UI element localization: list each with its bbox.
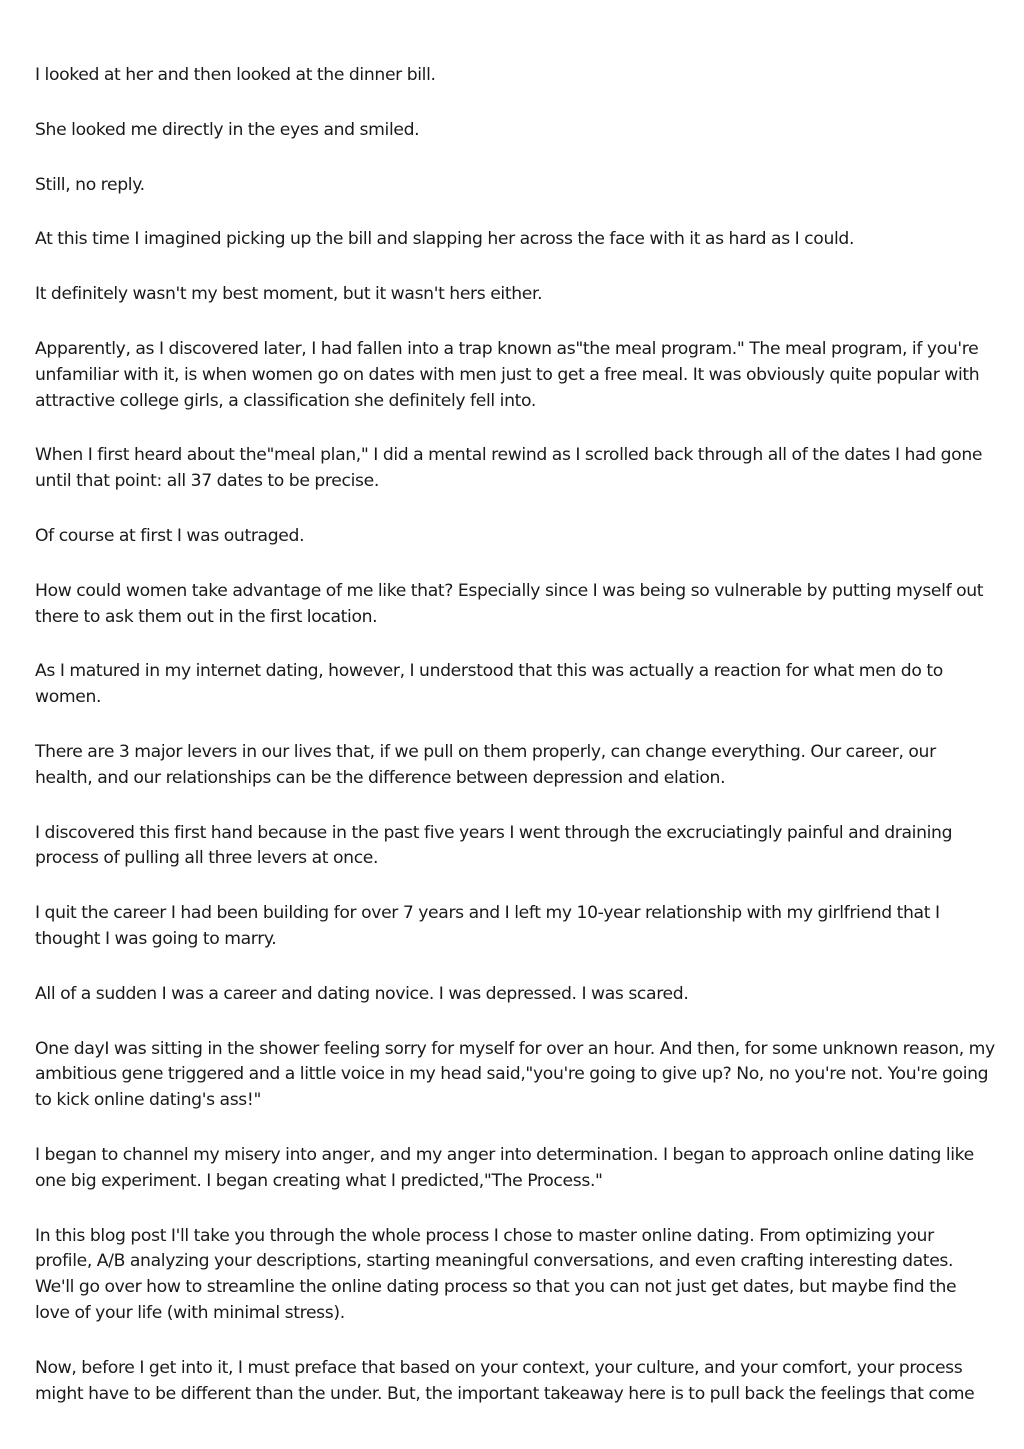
paragraph: Still, no reply.: [35, 174, 145, 195]
paragraph: It definitely wasn't my best moment, but it wasn't hers either.: [35, 284, 543, 305]
paragraph: I looked at her and then looked at the dinner bill.: [35, 65, 436, 85]
paragraph: One dayI was sitting in the shower feeling sorry for myself for over an hour. And then, for some unknown reason, my ambitious gene triggered and a little voice in my head said,"you're going to give up? No, no you're not. You're going to kick online dating's ass!": [35, 1038, 995, 1111]
paragraph: When I first heard about the"meal plan," I did a mental rewind as I scrolled back through all of the dates I had gone until that point: all 37 dates to be precise.: [35, 445, 983, 492]
paragraph: Of course at first I was outraged.: [35, 525, 305, 546]
paragraph: How could women take advantage of me like that? Especially since I was being so vulnerable by putting myself out there to ask them out in the first location.: [35, 580, 984, 627]
paragraph: Apparently, as I discovered later, I had fallen into a trap known as"the meal program." The meal program, if you're unfamiliar with it, is when women go on dates with men just to get a free meal. It was obviously quite popular with attractive college girls, a classification she definitely fell into.: [35, 338, 980, 411]
paragraph: There are 3 major levers in our lives that, if we pull on them properly, can change everything. Our career, our health, and our relationships can be the difference between depression and elation.: [35, 741, 936, 788]
paragraph: Now, before I get into it, I must preface that based on your context, your culture, and your comfort, your process might have to be different than the under. But, the important takeaway here is to pull back the feelings that come: [35, 1357, 975, 1404]
paragraph: I began to channel my misery into anger, and my anger into determination. I began to approach online dating like one big experiment. I began creating what I predicted,"The Process.": [35, 1144, 974, 1191]
paragraph: I quit the career I had been building for over 7 years and I left my 10-year relationship with my girlfriend that I thought I was going to marry.: [35, 903, 940, 949]
paragraph: As I matured in my internet dating, however, I understood that this was actually a reaction for what men do to women.: [35, 661, 943, 708]
paragraph: I discovered this first hand because in the past five years I went through the excruciatingly painful and draining process of pulling all three levers at once.: [35, 822, 953, 869]
article-body: [35, 63, 995, 1436]
paragraph: All of a sudden I was a career and dating novice. I was depressed. I was scared.: [35, 983, 689, 1004]
paragraph: In this blog post I'll take you through the whole process I chose to master online dating. From optimizing your profile, A/B analyzing your descriptions, starting meaningful conversations, and even crafting interesting dates. We'll go over how to streamline the online dating process so that you can not just get dates, but maybe find the love of your life (with minimal stress).: [35, 1225, 957, 1323]
paragraph: At this time I imagined picking up the bill and slapping her across the face with it as hard as I could.: [35, 229, 855, 250]
paragraph: She looked me directly in the eyes and smiled.: [35, 119, 420, 140]
